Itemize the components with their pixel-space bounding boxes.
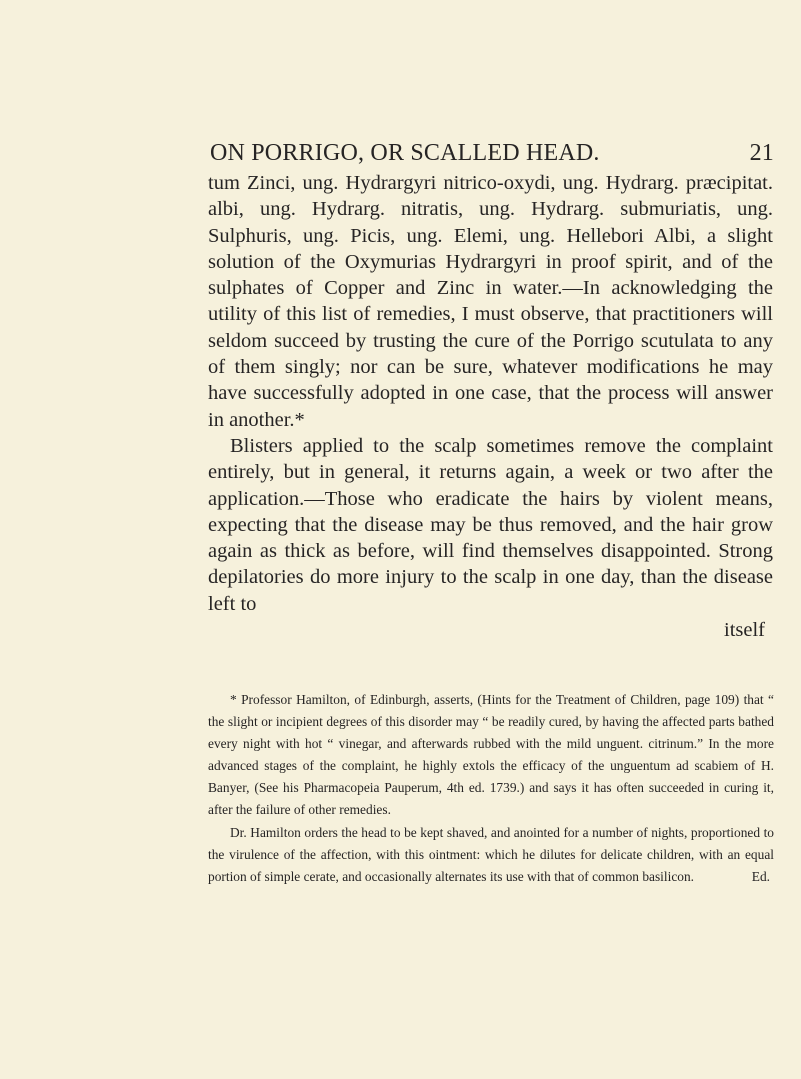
running-head [210, 140, 780, 170]
editor-signoff: Ed. [751, 868, 770, 884]
page-number: 21 [749, 140, 774, 166]
body-paragraph: tum Zinci, ung. Hydrargyri nitrico-oxydi, ung. Hydrarg. præcipitat. albi, ung. Hydrarg. nitratis, ung. Hydrarg. submuriatis, ung. Sulphuris, ung. Picis, ung. Elemi, ung. Hellebori Albi, a slight solution of the Oxymurias Hydrargyri in proof spirit, and of the sulphates of Copper and Zinc in water.—In acknowledging the utility of this list of remedies, I must observe, that practitioners will seldom succeed by trusting the cure of the Porrigo scutulata to any of them singly; nor can be sure, whatever modifications he may have successfully adopted in one case, that the process will answer in another.* [208, 172, 773, 431]
footnote-paragraph: * Professor Hamilton, of Edinburgh, asserts, (Hints for the Treatment of Children, page 109) that “ the slight or incipient degrees of this disorder may “ be readily cured, by having the affected parts bathed every night with hot “ vinegar, and afterwards rubbed with the mild unguent. citrinum.” In the more advanced stages of the complaint, he highly extols the efficacy of the unguentum ad scabiem of H. Banyer, (See his Pharmacopeia Pauperum, 4th ed. 1739.) and says it has often succeeded in curing it, after the failure of other remedies. [208, 692, 774, 818]
footnote-paragraph [208, 822, 774, 888]
catchword: itself [724, 619, 765, 642]
footnote-text: Dr. Hamilton orders the head to be kept shaved, and anointed for a number of nights, proportioned to the virulence of the affection, with this ointment: which he dilutes for delicate children, with an equal portion of simple cerate, and occasionally alternates its use with that of common basilicon. [208, 824, 774, 884]
running-title: ON PORRIGO, OR SCALLED HEAD. [210, 140, 600, 166]
main-text [208, 170, 773, 643]
footnote-block [208, 689, 774, 888]
body-paragraph: Blisters applied to the scalp sometimes remove the complaint entirely, but in general, it returns again, a week or two after the application.—Those who eradicate the hairs by violent means, expecting that the disease may be thus removed, and the hair grow again as thick as before, will find themselves disappointed. Strong depilatories do more injury to the scalp in one day, than the disease left to [208, 434, 773, 615]
